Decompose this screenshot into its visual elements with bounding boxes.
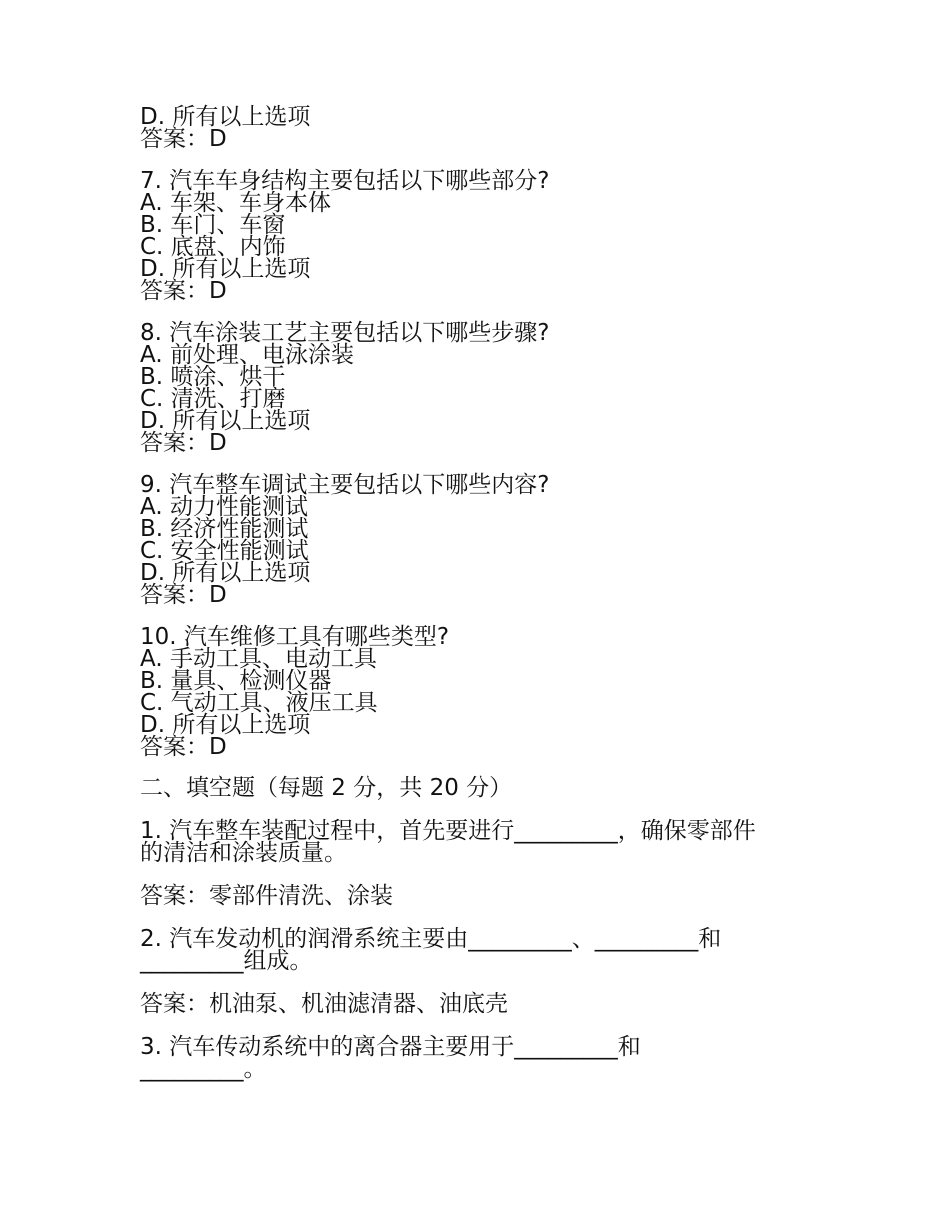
option-b: B. 喷涂、烘干: [140, 364, 286, 390]
question-text: 10. 汽车维修工具有哪些类型?: [140, 624, 450, 650]
option-d: D. 所有以上选项: [140, 712, 311, 738]
option-d: D. 所有以上选项: [140, 408, 311, 434]
option-c: C. 气动工具、液压工具: [140, 690, 378, 716]
option-b: B. 量具、检测仪器: [140, 668, 332, 694]
answer-text: 答案：D: [140, 126, 227, 152]
section-heading: 二、填空题（每题 2 分，共 20 分）: [140, 775, 513, 801]
question-line-2: _________组成。: [140, 948, 313, 974]
question-text: 8. 汽车涂装工艺主要包括以下哪些步骤?: [140, 320, 550, 346]
fill-question-1: [140, 820, 820, 864]
fill-question-3: [140, 1036, 820, 1080]
question-8: [140, 322, 820, 454]
answer-text: 答案：D: [140, 430, 227, 456]
question-line-2: 的清洁和涂装质量。: [140, 840, 347, 866]
question-line-1: 2. 汽车发动机的润滑系统主要由_________、_________和: [140, 926, 722, 952]
question-line-1: 1. 汽车整车装配过程中，首先要进行_________，确保零部件: [140, 818, 756, 844]
option-b: B. 车门、车窗: [140, 212, 286, 238]
fill-answer-2: 答案：机油泵、机油滤清器、油底壳: [140, 991, 508, 1017]
question-10: [140, 626, 820, 758]
option-a: A. 手动工具、电动工具: [140, 646, 377, 672]
fill-answer-1: 答案：零部件清洗、涂装: [140, 883, 393, 909]
option-c: C. 安全性能测试: [140, 538, 309, 564]
option-d: D. 所有以上选项: [140, 560, 311, 586]
option-d: D. 所有以上选项: [140, 104, 311, 130]
option-c: C. 底盘、内饰: [140, 234, 286, 260]
fill-question-2: [140, 928, 820, 972]
option-d: D. 所有以上选项: [140, 256, 311, 282]
question-text: 9. 汽车整车调试主要包括以下哪些内容?: [140, 472, 550, 498]
option-c: C. 清洗、打磨: [140, 386, 286, 412]
answer-text: 答案：D: [140, 582, 227, 608]
document-content: [140, 106, 820, 1080]
question-line-1: 3. 汽车传动系统中的离合器主要用于_________和: [140, 1034, 641, 1060]
option-a: A. 车架、车身本体: [140, 190, 331, 216]
answer-text: 答案：D: [140, 734, 227, 760]
option-a: A. 动力性能测试: [140, 494, 308, 520]
option-a: A. 前处理、电泳涂装: [140, 342, 354, 368]
question-6-tail: [140, 106, 820, 150]
answer-text: 答案：D: [140, 278, 227, 304]
option-b: B. 经济性能测试: [140, 516, 309, 542]
question-text: 7. 汽车车身结构主要包括以下哪些部分?: [140, 168, 550, 194]
question-line-2: _________。: [140, 1056, 267, 1082]
question-7: [140, 170, 820, 302]
question-9: [140, 474, 820, 606]
